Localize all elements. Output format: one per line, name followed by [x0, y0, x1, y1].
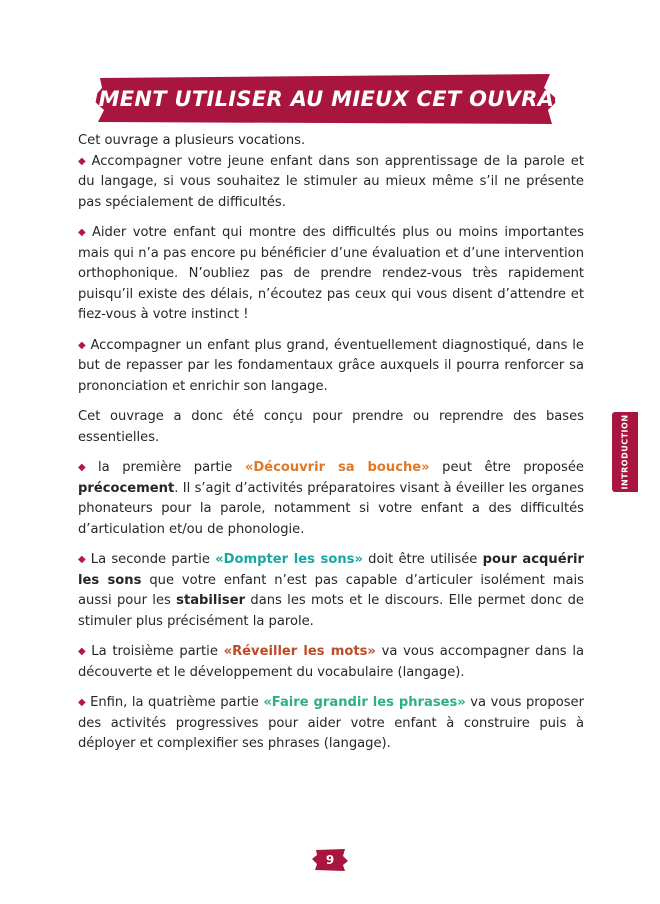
section-tab-label: INTRODUCTION	[620, 414, 630, 490]
diamond-bullet-icon: ◆	[78, 462, 95, 473]
main-text	[78, 131, 584, 765]
paragraph-part-3: ◆ La troisième partie «Réveiller les mots» va vous accompagner dans la découverte et le développement du vocabulaire (langage).	[78, 644, 584, 680]
paragraph-summary: Cet ouvrage a donc été conçu pour prendre ou reprendre des bases essentielles.	[78, 409, 584, 445]
diamond-bullet-icon: ◆	[78, 646, 88, 657]
page-number: 9	[325, 853, 335, 867]
diamond-bullet-icon: ◆	[78, 697, 87, 708]
diamond-bullet-icon: ◆	[78, 227, 88, 238]
paragraph-intro: Cet ouvrage a plusieurs vocations.	[78, 133, 306, 148]
page-number-badge	[312, 849, 348, 871]
paragraph-vocation-1: ◆ Accompagner votre jeune enfant dans son apprentissage de la parole et du langage, si vous souhaitez le stimuler au mieux même s’il ne présente pas spécialement de difficultés.	[78, 153, 584, 210]
part-3-title: «Réveiller les mots»	[223, 644, 376, 659]
part-2-title: «Dompter les sons»	[215, 552, 363, 567]
diamond-bullet-icon: ◆	[78, 155, 88, 167]
section-tab	[612, 412, 638, 492]
part-4-title: «Faire grandir les phrases»	[263, 695, 466, 710]
paragraph-vocation-2: ◆ Aider votre enfant qui montre des difficultés plus ou moins importantes mais qui n’a pas encore pu bénéficier d’une évaluation et d’une intervention orthophonique. N’oubliez pas de prendre rendez-vous très rapidement puisqu’il existe des délais, n’écoutez pas ceux qui vous disent d’attendre et fiez-vous à votre instinct !	[78, 225, 584, 322]
paragraph-part-1: ◆ la première partie «Découvrir sa bouche» peut être proposée précocement. Il s’agit d’activités préparatoires visant à éveiller les organes phonateurs pour la parole, notamment si votre enfant a des difficultés d’articulation et/ou de phonologie.	[78, 460, 584, 537]
diamond-bullet-icon: ◆	[78, 339, 87, 351]
page-title: COMMENT UTILISER AU MIEUX CET OUVRAGE ?	[43, 87, 607, 111]
title-banner	[43, 74, 607, 124]
part-1-title: «Découvrir sa bouche»	[244, 460, 430, 475]
diamond-bullet-icon: ◆	[78, 554, 87, 565]
paragraph-vocation-3: ◆ Accompagner un enfant plus grand, éventuellement diagnostiqué, dans le but de repasser par les fondamentaux grâce auxquels il pourra renforcer sa prononciation et enrichir son langage.	[78, 337, 584, 394]
paragraph-part-2: ◆ La seconde partie «Dompter les sons» doit être utilisée pour acquérir les sons que votre enfant n’est pas capable d’articuler isolément mais aussi pour les stabiliser dans les mots et le discours. Elle permet donc de stimuler plus précisément la parole.	[78, 552, 584, 629]
paragraph-part-4: ◆ Enfin, la quatrième partie «Faire grandir les phrases» va vous proposer des activités progressives pour aider votre enfant à construire puis à déployer et complexifier ses phrases (langage).	[78, 695, 584, 751]
